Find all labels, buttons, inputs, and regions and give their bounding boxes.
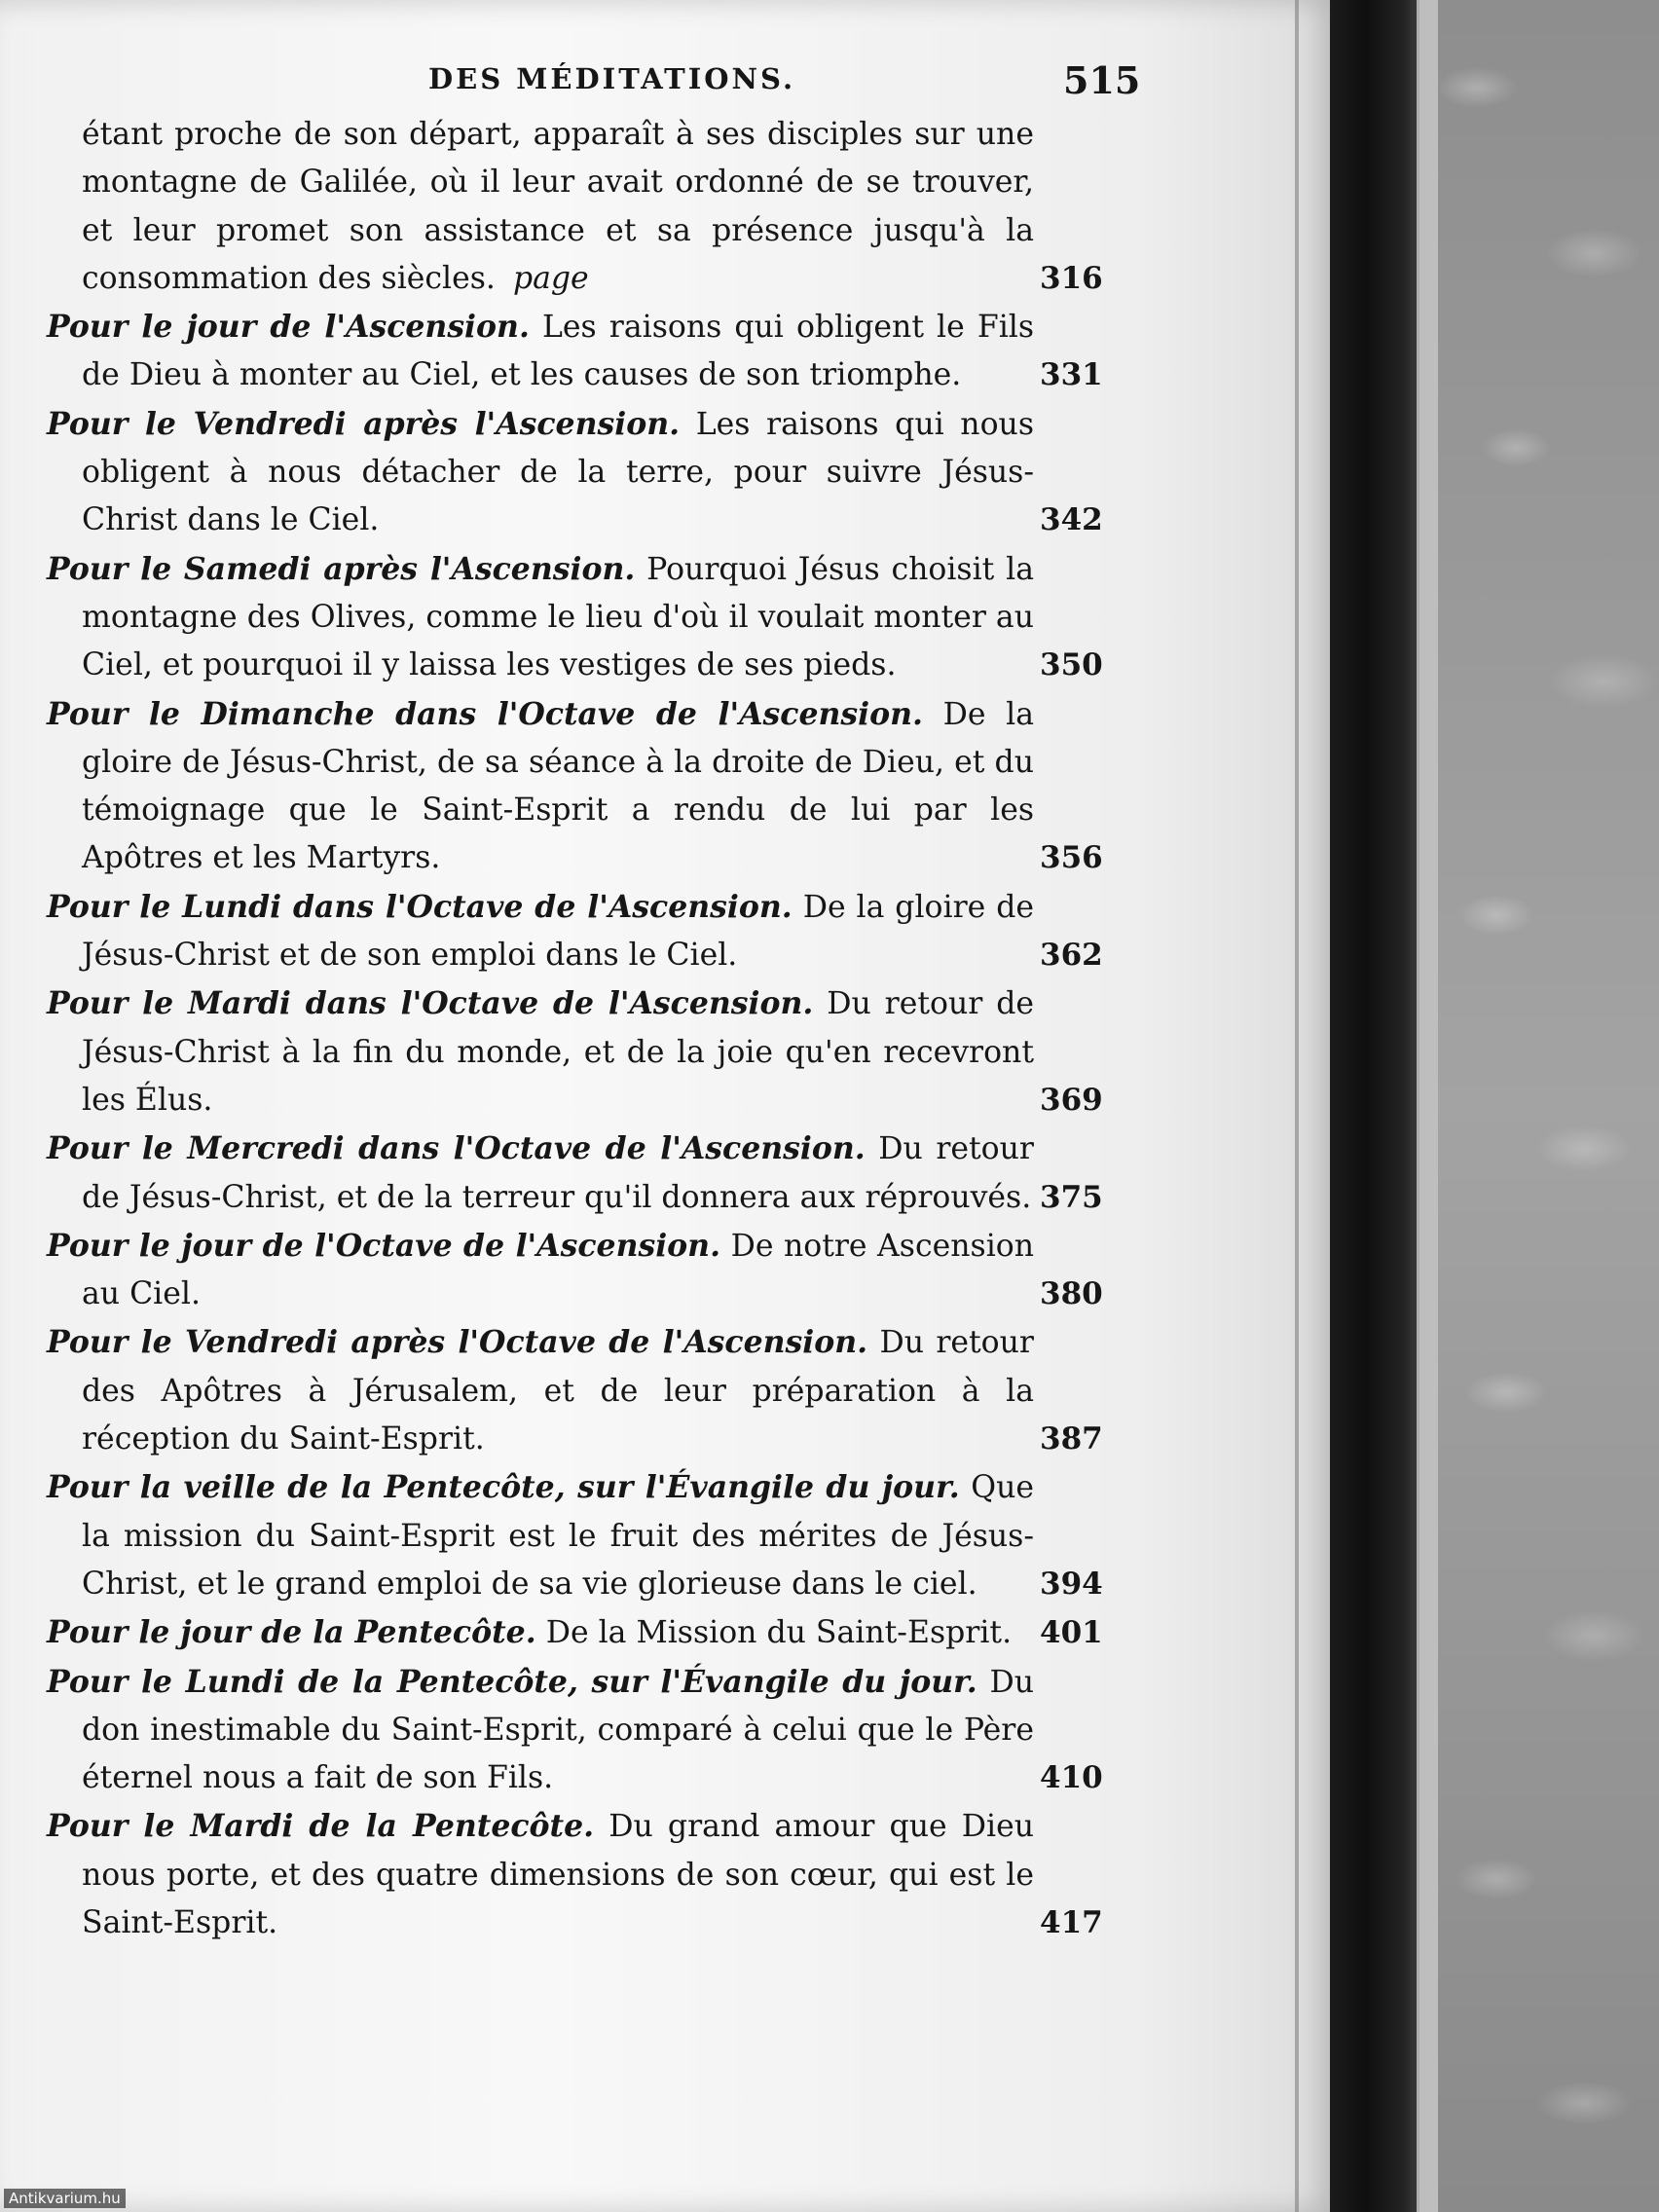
entry-page: 369 [1040, 1082, 1103, 1118]
toc-entry [47, 303, 1137, 400]
entry-heading: Pour le Mercredi dans l'Octave de l'Ascension. [47, 1130, 866, 1167]
entry-page: 362 [1040, 938, 1103, 974]
entry-page: 356 [1040, 840, 1103, 876]
watermark: Antikvarium.hu [4, 2189, 126, 2208]
entry-page: 417 [1040, 1904, 1103, 1940]
entry-text: Du don inestimable du Saint-Esprit, comparé à celui que le Père éternel nous a fait de son Fils. [82, 1664, 1034, 1796]
entry-heading: Pour le Dimanche dans l'Octave de l'Ascension. [47, 695, 923, 732]
entry-heading: Pour le jour de l'Octave de l'Ascension. [47, 1227, 721, 1264]
toc-entry [47, 400, 1137, 545]
entry-text: Les raisons qui obligent le Fils de Dieu à monter au Ciel, et les causes de son triomphe. [82, 310, 1035, 393]
entry-heading: Pour le Lundi dans l'Octave de l'Ascension. [47, 888, 793, 925]
toc-entry [47, 1802, 1137, 1947]
toc-entry [47, 690, 1137, 883]
entry-page: 394 [1040, 1566, 1103, 1602]
spine-edge [1417, 0, 1438, 2212]
entry-heading: Pour le Mardi dans l'Octave de l'Ascension. [47, 985, 814, 1022]
toc-entry [47, 545, 1137, 690]
entry-page: 316 [1040, 260, 1103, 296]
running-head [47, 53, 1141, 111]
running-title: DES MÉDITATIONS. [428, 62, 796, 95]
entry-text: Les raisons qui nous obligent à nous détacher de la terre, pour suivre Jésus-Christ dans le Ciel. [82, 406, 1034, 538]
toc-entry [47, 979, 1137, 1124]
entry-heading: Pour le Vendredi après l'Ascension. [47, 405, 681, 442]
entry-page: 380 [1040, 1276, 1103, 1312]
entry-heading: Pour le jour de la Pentecôte. [47, 1614, 536, 1651]
table-of-contents [47, 53, 1141, 1947]
toc-entry [47, 1222, 1137, 1319]
toc-entry [47, 111, 1137, 303]
toc-entry [47, 883, 1137, 980]
toc-entry [47, 1124, 1137, 1222]
entry-heading: Pour le jour de l'Ascension. [47, 309, 530, 346]
entry-page: 410 [1040, 1760, 1103, 1796]
entry-text: De la gloire de Jésus-Christ et de son emploi dans le Ciel. [82, 889, 1035, 974]
entry-text: De la gloire de Jésus-Christ, de sa séance à la droite de Dieu, et du témoignage que le Saint-Esprit a rendu de lui par les Apôtres et les Martyrs. [82, 696, 1034, 876]
entry-text: Pourquoi Jésus choisit la montagne des Olives, comme le lieu d'où il voulait monter au Ciel, et pourquoi il y laissa les vestiges de ses pieds. [82, 551, 1034, 683]
entry-heading: Pour le Lundi de la Pentecôte, sur l'Évangile du jour. [47, 1663, 977, 1700]
entry-page-label: page [512, 260, 589, 296]
toc-entry [47, 1658, 1137, 1803]
entry-heading: Pour le Mardi de la Pentecôte. [47, 1808, 595, 1845]
toc-entry [47, 1608, 1137, 1657]
entry-text: De notre Ascension au Ciel. [82, 1228, 1035, 1312]
entry-heading: Pour la veille de la Pentecôte, sur l'Évangile du jour. [47, 1469, 960, 1506]
entry-text: étant proche de son départ, apparaît à ses disciples sur une montagne de Galilée, où il leur avait ordonné de se trouver, et leur promet son assistance et sa présence jusqu'à la consommation des siècles. [82, 117, 1034, 296]
entry-page: 331 [1040, 357, 1103, 393]
marbled-cover [1438, 0, 1659, 2212]
entry-text: Du retour de Jésus-Christ, et de la terreur qu'il donnera aux réprouvés. [82, 1131, 1034, 1215]
entry-page: 375 [1040, 1179, 1103, 1215]
toc-entry [47, 1318, 1137, 1463]
entry-text: Du retour de Jésus-Christ à la fin du monde, et de la joie qu'en recevront les Élus. [82, 986, 1034, 1118]
entry-heading: Pour le Samedi après l'Ascension. [47, 550, 636, 587]
entry-text: Du retour des Apôtres à Jérusalem, et de leur préparation à la réception du Saint-Esprit. [82, 1325, 1034, 1457]
entry-text: De la Mission du Saint-Esprit. [545, 1615, 1013, 1651]
entry-page: 342 [1040, 502, 1103, 538]
page-number: 515 [1063, 58, 1141, 102]
entry-page: 401 [1040, 1615, 1103, 1651]
entry-page: 350 [1040, 647, 1103, 683]
entry-text: Du grand amour que Dieu nous porte, et des quatre dimensions de son cœur, qui est le Saint-Esprit. [82, 1809, 1035, 1940]
book-spine [1330, 0, 1419, 2212]
page-edge-shadow [1295, 0, 1299, 2212]
toc-entry [47, 1463, 1137, 1608]
entry-heading: Pour le Vendredi après l'Octave de l'Ascension. [47, 1324, 868, 1361]
entry-page: 387 [1040, 1421, 1103, 1457]
entry-text: Que la mission du Saint-Esprit est le fruit des mérites de Jésus-Christ, et le grand emploi de sa vie glorieuse dans le ciel. [82, 1470, 1035, 1602]
